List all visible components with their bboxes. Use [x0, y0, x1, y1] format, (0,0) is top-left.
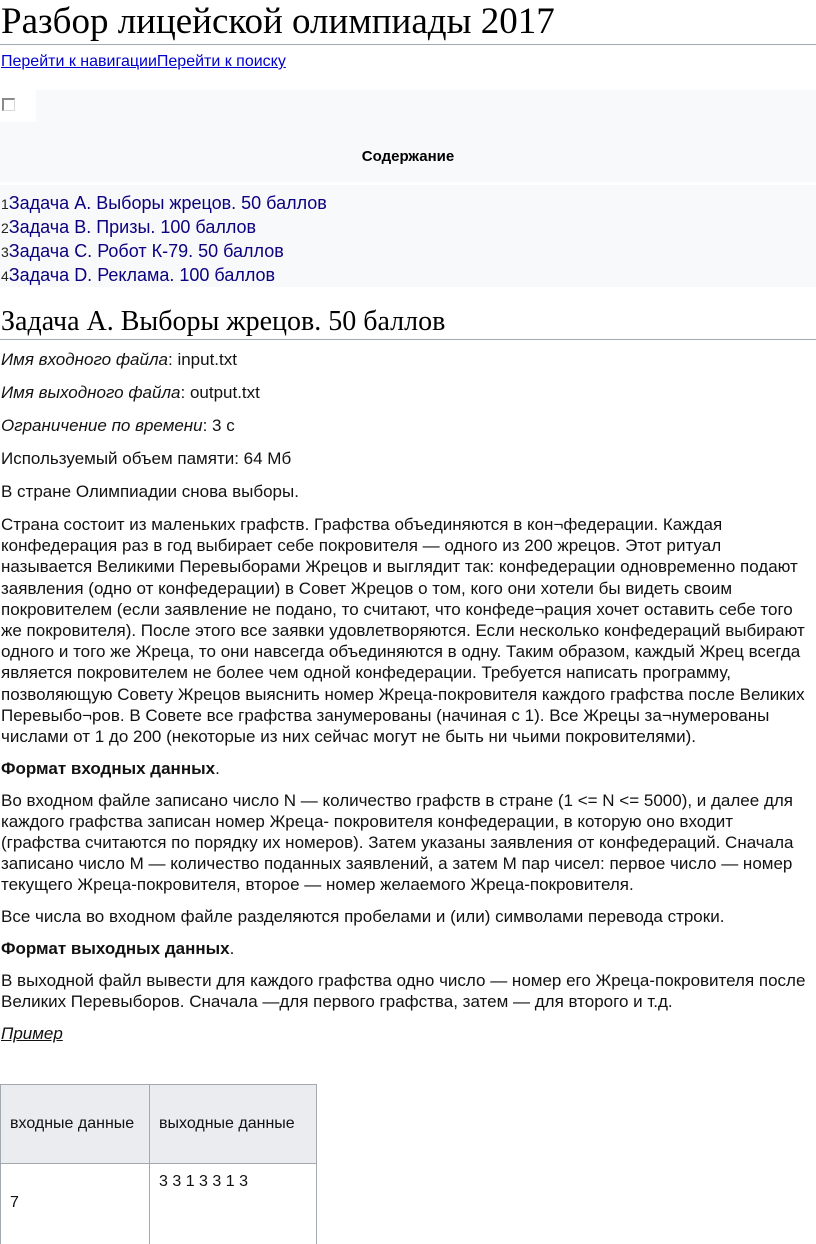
toc-item	[0, 263, 327, 287]
time-limit-value: : 3 с	[202, 416, 235, 435]
output-format-heading-line	[0, 938, 816, 959]
input-file-label: Имя входного файла	[1, 350, 168, 369]
skip-links	[0, 52, 816, 72]
memory-limit-line: Используемый объем памяти: 64 Мб	[1, 449, 292, 468]
statement-paragraph: Страна состоит из маленьких графств. Графства объединяются в кон¬федерации. Каждая конфедерация раз в год выбирает себе покровителя — одного из 200 жрецов. Этот ритуал называется Великими Перевыборами Жрецов и выглядит так: конфедерации одновременно подают заявления (одно от конфедерации) в Совет Жрецов о том, кого они хотели бы видеть своим покровителем (если заявление не подано, то считают, что конфеде¬рация хочет оставить себе того же покровителя). После этого все заявки удовлетворяются. Если несколько конфедераций выбирают одного и того же Жреца, то они навсегда объединяются в одну. Таким образом, каждый Жрец всегда является покровителем не более чем одной конфедерации. Требуется написать программу, позволяющую Совету Жрецов выяснить номер Жреца-покровителя каждого графства после Великих Перевыбо¬ров. В Совете все графства занумерованы (начиная с 1). Все Жрецы за¬нумерованы числами от 1 до 200 (некоторые из них сейчас могут не быть ни чьими покровителями).	[1, 515, 805, 747]
toc-toggle[interactable]	[0, 90, 36, 122]
output-format-period: .	[229, 939, 235, 959]
toc-item-number: 4	[1, 268, 9, 284]
output-file-label: Имя выходного файла	[1, 383, 181, 402]
example-table	[0, 1084, 317, 1244]
toc-toggle-checkbox[interactable]	[2, 98, 15, 111]
toc-item-number: 1	[1, 196, 9, 212]
toc-item	[0, 215, 327, 239]
table-header-row	[1, 1085, 317, 1164]
skip-to-search-link[interactable]: Перейти к поиску	[156, 53, 286, 70]
input-format-heading: Формат входных данных	[1, 758, 216, 778]
table-row	[1, 1164, 317, 1244]
output-format-paragraph: В выходной файл вывести для каждого графства одно число — номер его Жреца-покровителя после Великих Перевыборов. Сначала —для первого графства, затем — для второго и т.д.	[1, 970, 806, 1012]
toc-item	[0, 239, 327, 263]
toc-item-number: 3	[1, 244, 9, 260]
example-label: Пример	[1, 1023, 63, 1043]
toc-item-link[interactable]: Задача A. Выборы жрецов. 50 баллов	[8, 193, 327, 213]
toc-item-number: 2	[1, 220, 9, 236]
toc-item	[0, 191, 327, 215]
time-limit-label: Ограничение по времени	[1, 416, 203, 435]
toc-item-link[interactable]: Задача D. Реклама. 100 баллов	[8, 265, 276, 285]
input-file-value: : input.txt	[168, 350, 237, 369]
toc-item-link[interactable]: Задача C. Робот К-79. 50 баллов	[8, 241, 284, 261]
skip-to-navigation-link[interactable]: Перейти к навигации	[1, 53, 157, 70]
problem-content	[0, 349, 816, 1055]
output-file-line	[0, 382, 816, 403]
example-label-line	[0, 1023, 816, 1044]
output-format-heading: Формат выходных данных	[1, 939, 230, 959]
header-input: входные данные	[1, 1085, 150, 1164]
intro-paragraph: В стране Олимпиадии снова выборы.	[1, 482, 299, 501]
input-format-heading-line	[0, 758, 816, 779]
separators-paragraph: Все числа во входном файле разделяются пробелами и (или) символами перевода строки.	[1, 907, 725, 927]
input-format-paragraph: Во входном файле записано число N — количество графств в стране (1 <= N <= 5000), и далее для каждого графства записан номер Жреца- покровителя конфедерации, в которую оно входит (графства считаются по порядку их номеров). Затем указаны заявления от конфедераций. Сначала записано число M — количество поданных заявлений, а затем M пар чисел: первое число — номер текущего Жреца-покровителя, второе — номер желаемого Жреца-покровителя.	[1, 790, 794, 895]
toc-title: Содержание	[361, 148, 455, 165]
output-file-value: : output.txt	[180, 383, 260, 402]
toc-divider	[0, 182, 816, 185]
input-format-period: .	[215, 758, 220, 778]
time-limit-line	[0, 415, 816, 436]
header-output: выходные данные	[150, 1085, 317, 1164]
page-title: Разбор лицейской олимпиады 2017	[0, 0, 816, 45]
input-file-line	[0, 349, 816, 370]
section-heading: Задача A. Выборы жрецов. 50 баллов	[0, 305, 816, 340]
toc-item-link[interactable]: Задача B. Призы. 100 баллов	[8, 217, 257, 237]
table-of-contents	[0, 90, 816, 287]
example-output-cell: 3 3 1 3 3 1 3	[150, 1164, 317, 1244]
toc-list	[0, 191, 327, 287]
example-input-cell: 7	[1, 1164, 150, 1244]
